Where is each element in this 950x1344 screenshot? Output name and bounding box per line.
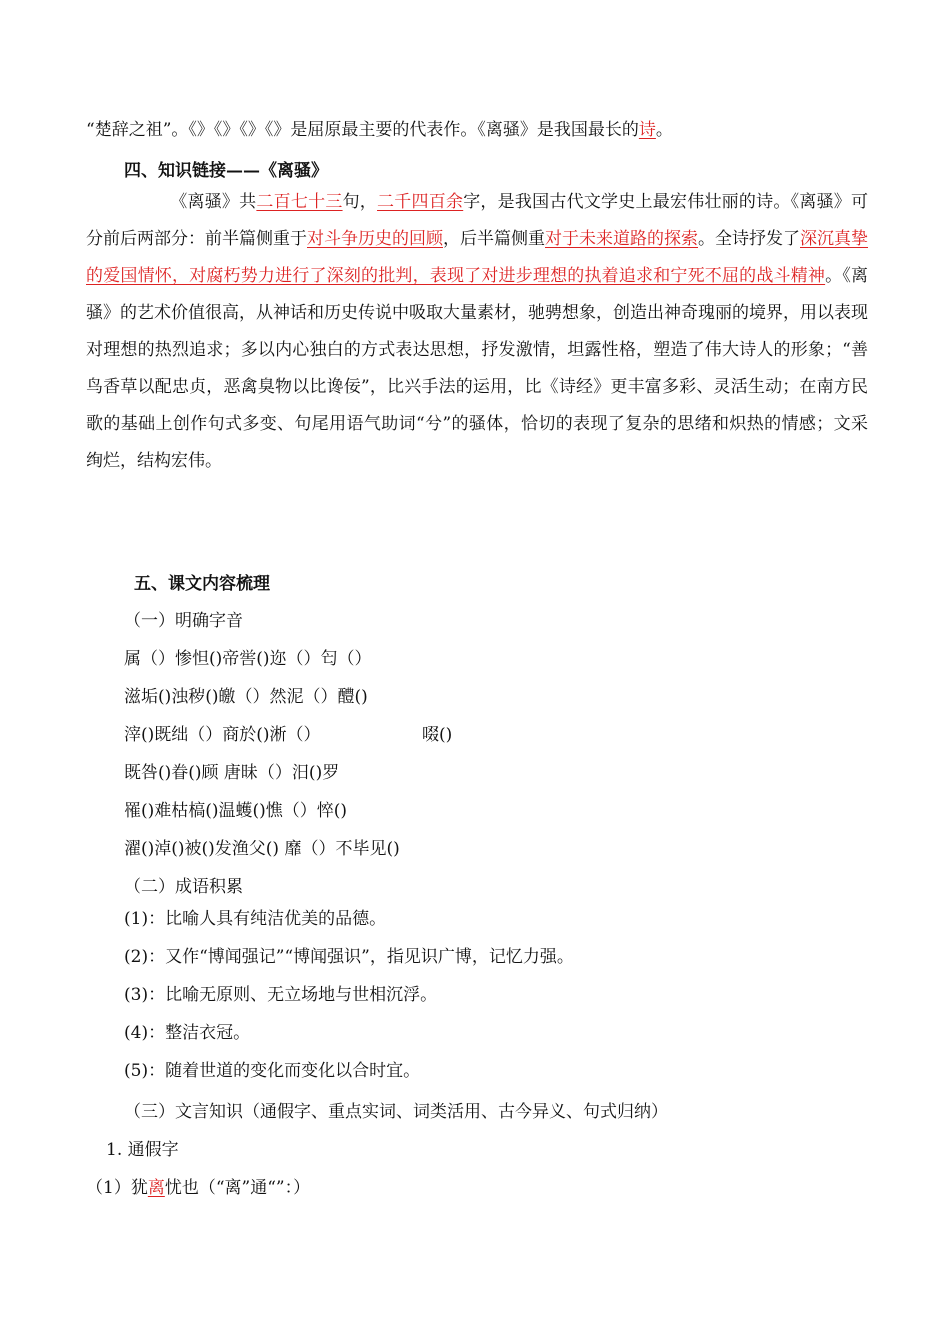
pronunciation-line: 罹()难枯槁()温蠖()憔（）悴() — [124, 801, 348, 821]
red-text: 对于未来道路的探索 — [545, 229, 698, 249]
red-text: 二百七十三 — [256, 192, 343, 212]
intro-red-text: 诗 — [638, 120, 656, 140]
red-text: 对斗争历史的回顾 — [307, 229, 443, 249]
para-text: 。全诗抒发了 — [698, 229, 800, 249]
example-red-char: 离 — [147, 1178, 165, 1198]
idiom-item: (2)：又作“博闻强记”“博闻强识”，指见识广博，记忆力强。 — [124, 947, 574, 967]
sub-heading-idioms: （二）成语积累 — [124, 877, 243, 897]
para-text: 字，是我国古代文学史上最宏伟壮丽的诗。《离骚》可分前后两部分：前半篇侧重于 — [86, 192, 869, 249]
pronunciation-line: 既咎()眷()顾 唐昧（）汨()罗 — [124, 763, 340, 783]
intro-text-end: 。 — [655, 120, 673, 140]
para-text: 。《离骚》的艺术价值很高，从神话和历史传说中吸取大量素材，驰骋想象，创造出神奇瑰丽的境界，用以表现对理想的热烈追求；多以内心独白的方式表达思想，抒发激情，坦露性格，塑造了伟大诗人的形象；“善鸟香草以配忠贞，恶禽臭物以比谗佞”，比兴手法的运用，比《诗经》更丰富多彩、灵活生动；在南方民歌的基础上创作句式多变、句尾用语气助词“兮”的骚体，恰切的表现了复杂的思绪和炽热的情感；文采绚烂，结构宏伟。 — [86, 266, 869, 471]
idiom-item: (4)：整洁衣冠。 — [124, 1023, 251, 1043]
intro-text: “楚辞之祖”。《》《》《》《》是屈原最主要的代表作。《离骚》是我国最长的 — [86, 120, 639, 140]
example-text: （1）犹 — [86, 1178, 148, 1198]
section5-heading: 五、课文内容梳理 — [134, 574, 270, 594]
para-text: ，后半篇侧重 — [443, 229, 545, 249]
pronunciation-line: 滓()既绌（）商於()淅（） — [124, 725, 321, 745]
red-text: 深沉真挚的爱国情怀，对腐朽势力进行了深刻的批判，表现了对进步理想的执着追求和宁死不屈的战斗精神 — [86, 229, 868, 286]
example-text-end: 忧也（“离”通“”：） — [164, 1178, 311, 1198]
pronunciation-extra: 啜() — [422, 725, 453, 745]
sub-heading-classical: （三）文言知识（通假字、重点实词、词类活用、古今异义、句式归纳） — [124, 1102, 668, 1122]
idiom-item: (3)：比喻无原则、无立场地与世相沉浮。 — [124, 985, 438, 1005]
intro-line — [86, 120, 673, 140]
pronunciation-line: 属（）惨怛()帝喾()迩（）匄（） — [124, 649, 372, 669]
section4-heading: 四、知识链接——《离骚》 — [124, 161, 328, 181]
red-text: 二千四百余 — [377, 192, 464, 212]
para-text: 《离骚》共 — [170, 192, 257, 212]
idiom-item: (5)：随着世道的变化而变化以合时宜。 — [124, 1061, 421, 1081]
sub-heading-pronunciation: （一）明确字音 — [124, 611, 243, 631]
lisao-paragraph — [86, 184, 868, 480]
para-text: 句， — [342, 192, 378, 212]
list-item-tongjiazi: 1. 通假字 — [106, 1140, 179, 1160]
pronunciation-line: 濯()淖()被()发渔父() 靡（）不毕见() — [124, 839, 400, 859]
idiom-item: (1)：比喻人具有纯洁优美的品德。 — [124, 909, 387, 929]
tongjiazi-example — [86, 1178, 310, 1198]
pronunciation-line: 滋垢()浊秽()皦（）然泥（）醴() — [124, 687, 368, 707]
